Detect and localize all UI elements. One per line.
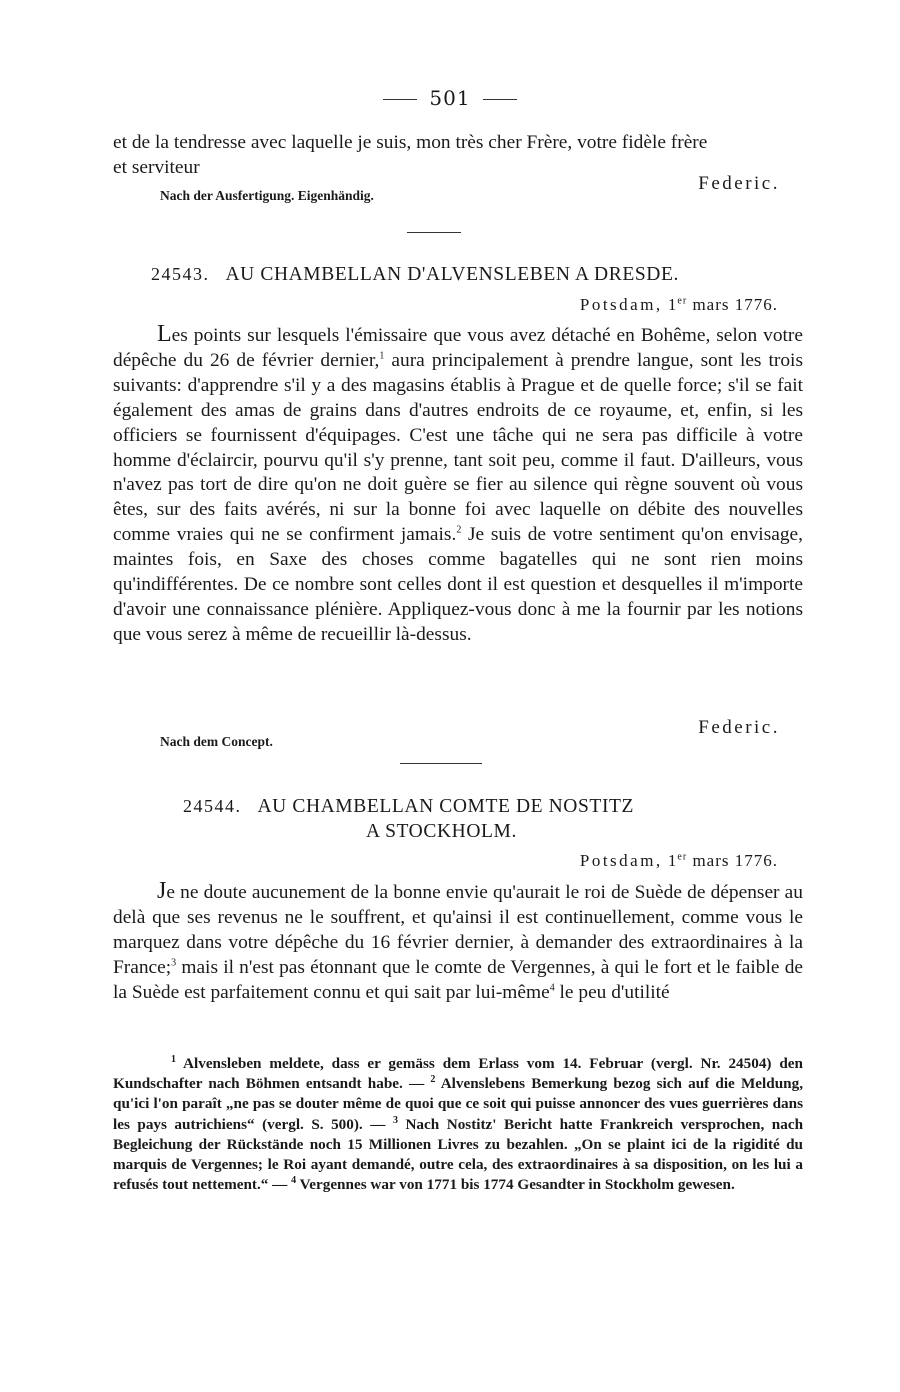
footnote-ref: 3 bbox=[171, 957, 177, 969]
date-suffix: er bbox=[677, 851, 688, 863]
letter-heading-text: AU CHAMBELLAN D'ALVENSLEBEN A DRESDE. bbox=[225, 264, 679, 285]
letter-body-text bbox=[113, 322, 803, 648]
date-place: Potsdam, bbox=[579, 851, 663, 870]
letter-signature: Federic. bbox=[698, 717, 780, 738]
footnote-mark: 3 bbox=[392, 1114, 398, 1126]
page-number-left-dash bbox=[383, 99, 417, 100]
date-place: Potsdam, bbox=[579, 295, 663, 314]
letter-heading-line2: A STOCKHOLM. bbox=[366, 821, 517, 842]
footnote-ref: 2 bbox=[456, 524, 462, 536]
letter-date bbox=[580, 851, 778, 871]
letter-heading-24544 bbox=[183, 796, 634, 818]
previous-letter-signature: Federic. bbox=[698, 173, 780, 194]
letter-date bbox=[580, 295, 778, 315]
date-rest: mars 1776. bbox=[692, 295, 778, 314]
page-number-right-dash bbox=[483, 99, 517, 100]
page-number bbox=[0, 86, 900, 110]
footnote-text: Alvensleben meldete, dass er gemäss dem Erlass vom 14. Februar (vergl. Nr. 24504) den Kundschafter nach Böhmen entsandt habe. — bbox=[113, 1055, 803, 1093]
separator-rule bbox=[400, 763, 482, 764]
footnote-text: Nach Nostitz' Bericht hatte Frankreich versprochen, nach Begleichung der Rückstände noch 15 Millionen Livres zu bezahlen. „On se plaint ici de la rigidité du marquis de Vergennes; le Roi ayant demandé, outre cela, des extraordinaires à sa disposition, on les lui a refusés tout nettement.“ — bbox=[113, 1115, 804, 1194]
body-part: aura principalement à prendre langue, sont les trois suivants: d'apprendre s'il y a des magasins établis à Prague et de quelle force; s'il se fait également des amas de grains dans d'autres endroits de ce royaume, et, enfin, si les officiers se fournissent d'équipages. C'est une tâche qui ne sera pas difficile à votre homme d'éclaircir, pourvu qu'il s'y prenne, tant soit peu, comme il faut. D'ailleurs, vous n'avez pas tort de dire qu'on ne doit guère se fier au silence qui règne souvent où vous êtes, sur des faits avérés, ni sur la bonne foi avec laquelle on débite des nouvelles comme vraies qui ne se confirment jamais. bbox=[113, 349, 803, 546]
initial-letter: J bbox=[157, 878, 167, 904]
date-rest: mars 1776. bbox=[692, 851, 778, 870]
footnote-mark: 2 bbox=[430, 1074, 436, 1086]
footnote-ref: 1 bbox=[379, 350, 385, 362]
letter-number: 24544. bbox=[183, 796, 242, 816]
body-part: es points sur lesquels l'émissaire que vous avez détaché en Bohême, selon votre dépêche du 26 de février dernier, bbox=[113, 325, 803, 371]
date-suffix: er bbox=[677, 295, 688, 307]
page-number-text: 501 bbox=[429, 86, 471, 110]
body-part: Je suis de votre sentiment qu'on envisage, maintes fois, en Saxe des choses comme bagatelles qui ne sont rien moins qu'indifférentes. De ce nombre sont celles dont il est question et desquelles il m'importe d'avoir une connaissance plénière. Appliquez-vous donc à me la fournir par les notions que vous serez à même de recueillir là-dessus. bbox=[113, 524, 803, 645]
previous-letter-source: Nach der Ausfertigung. Eigenhändig. bbox=[160, 188, 374, 203]
date-day: 1 bbox=[667, 851, 678, 870]
letter-body-24543 bbox=[113, 322, 803, 648]
footnote-mark: 4 bbox=[291, 1175, 297, 1187]
footnote-text: Alvenslebens Bemerkung bezog sich auf die Meldung, qu'ici l'on paraît „ne pas se douter même de quoi que ce soit qui puisse annoncer des vues guerrières dans les pays autrichiens“ (vergl. S. 500). — bbox=[113, 1075, 803, 1133]
separator-rule bbox=[407, 232, 461, 233]
initial-letter: L bbox=[157, 321, 172, 347]
letter-body-24544 bbox=[113, 879, 803, 1006]
letter-heading-text: AU CHAMBELLAN COMTE DE NOSTITZ bbox=[257, 796, 635, 817]
footnote-text: Vergennes war von 1771 bis 1774 Gesandter in Stockholm gewesen. bbox=[299, 1176, 735, 1194]
body-part: e ne doute aucunement de la bonne envie qu'aurait le roi de Suède de dépenser au delà que ses revenus ne le souffrent, et qu'ainsi il est continuellement, comme vous le marquez dans votre dépêche du 16 février dernier, à demander des extraordinaires à la France; bbox=[113, 882, 803, 978]
previous-letter-closing bbox=[113, 131, 713, 181]
letter-number: 24543. bbox=[151, 264, 210, 284]
date-day: 1 bbox=[667, 295, 678, 314]
previous-letter-text: et de la tendresse avec laquelle je suis, mon très cher Frère, votre fidèle frère et serviteur bbox=[113, 132, 708, 178]
footnotes bbox=[113, 1054, 803, 1195]
body-part: mais il n'est pas étonnant que le comte de Vergennes, à qui le fort et le faible de la Suède est parfaitement connu et qui sait par lui-même bbox=[113, 956, 803, 1003]
body-part: le peu d'utilité bbox=[554, 981, 670, 1003]
letter-heading-24543 bbox=[151, 264, 679, 286]
footnote-mark: 1 bbox=[171, 1053, 176, 1065]
letter-source: Nach dem Concept. bbox=[160, 734, 273, 749]
letter-body-text bbox=[113, 879, 803, 1006]
footnote-ref: 4 bbox=[549, 982, 555, 994]
